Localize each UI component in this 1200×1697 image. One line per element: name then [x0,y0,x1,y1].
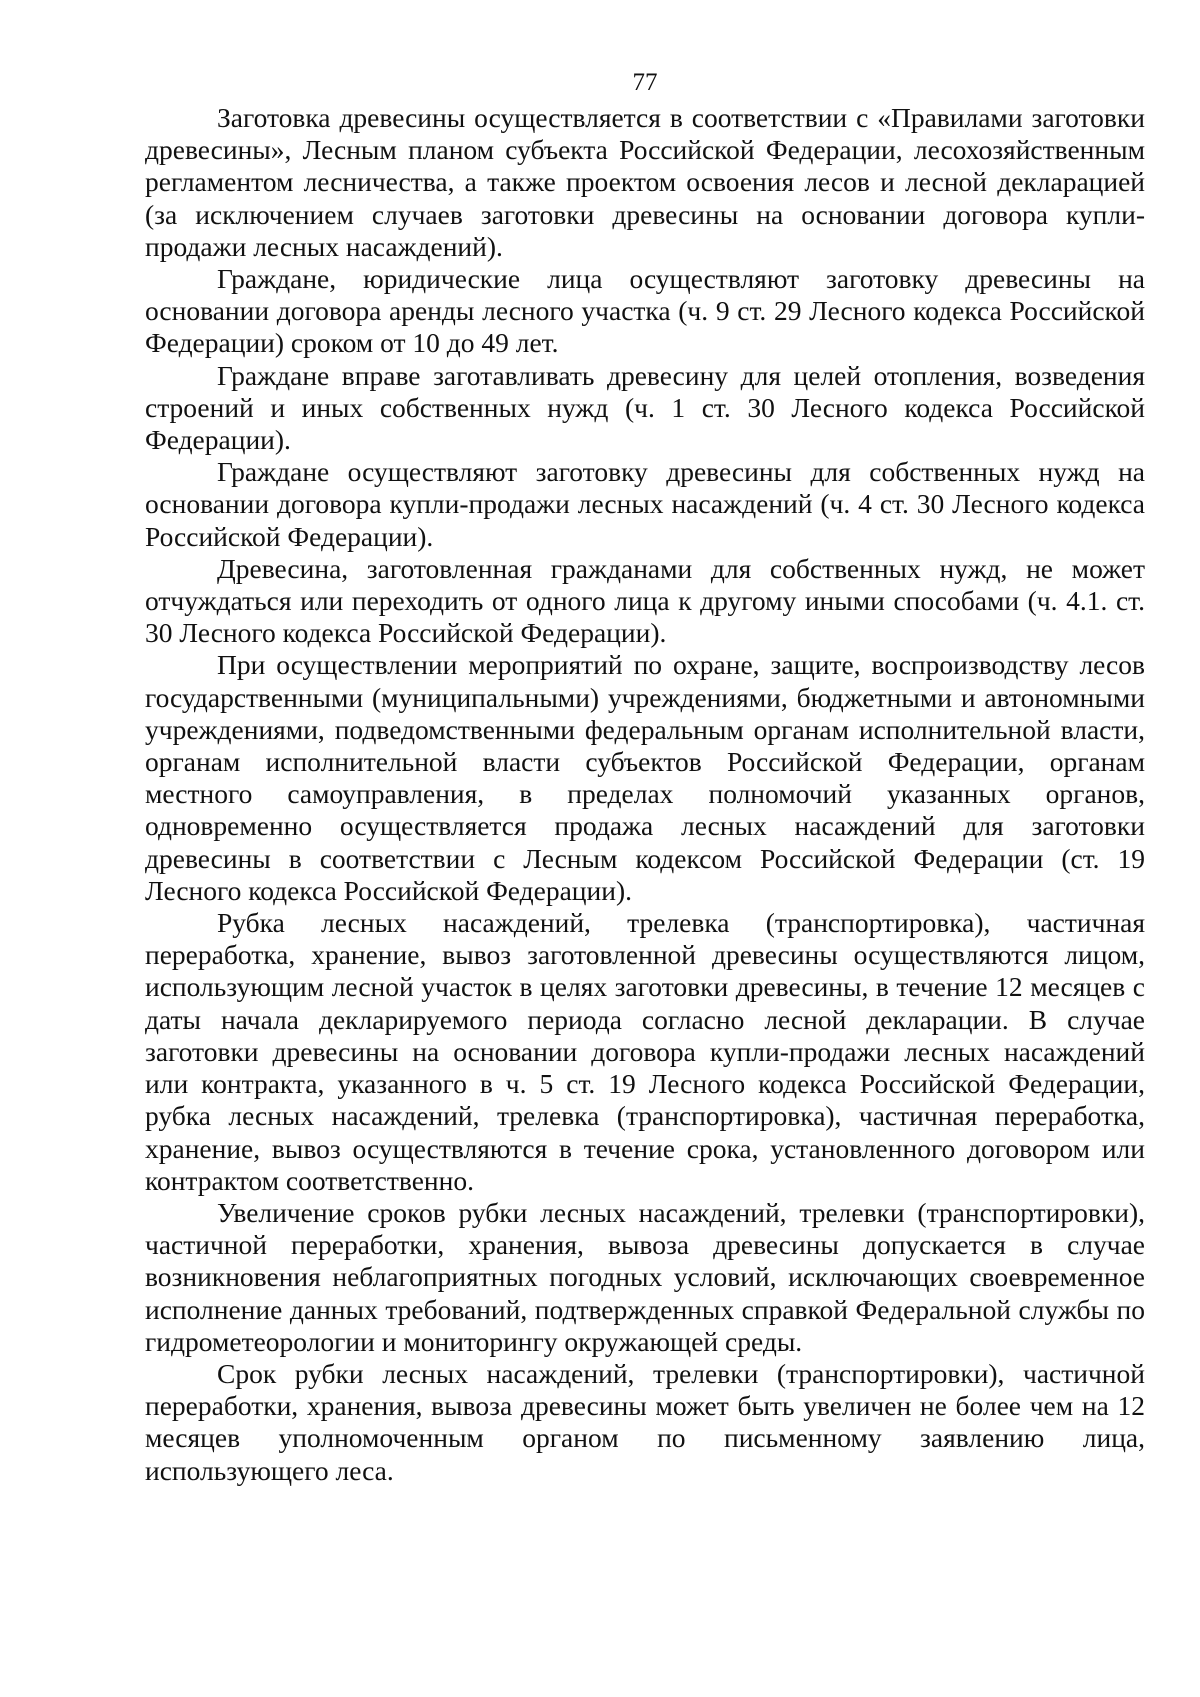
paragraph-own-needs-contract: Граждане осуществляют заготовку древесины для собственных нужд на основании договора купли-продажи лесных насаждений (ч. 4 ст. 30 Лесного кодекса Российской Федерации). [145,456,1145,552]
paragraph-felling-period: Рубка лесных насаждений, трелевка (транспортировка), частичная переработка, хранение, вывоз заготовленной древесины осуществляются лицом, использующим лесной участок в целях заготовки древесины, в течение 12 месяцев с даты начала декларируемого периода согласно лесной декларации. В случае заготовки древесины на основании договора купли-продажи лесных насаждений или контракта, указанного в ч. 5 ст. 19 Лесного кодекса Российской Федерации, рубка лесных насаждений, трелевка (транспортировка), частичная переработка, хранение, вывоз осуществляются в течение срока, установленного договором или контрактом соответственно. [145,907,1145,1196]
document-page [145,68,1145,1487]
paragraph-timber-harvesting-rules: Заготовка древесины осуществляется в соответствии с «Правилами заготовки древесины», Лесным планом субъекта Российской Федерации, лесохозяйственным регламентом лесничества, а также проектом освоения лесов и лесной декларацией (за исключением случаев заготовки древесины на основании договора купли-продажи лесных насаждений). [145,102,1145,262]
paragraph-term-extension-conditions: Увеличение сроков рубки лесных насаждений, трелевки (транспортировки), частичной переработки, хранения, вывоза древесины допускается в случае возникновения неблагоприятных погодных условий, исключающих своевременное исполнение данных требований, подтвержденных справкой Федеральной службы по гидрометеорологии и мониторингу окружающей среды. [145,1196,1145,1357]
paragraph-term-extension-limit: Срок рубки лесных насаждений, трелевки (транспортировки), частичной переработки, хранения, вывоза древесины может быть увеличен не более чем на 12 месяцев уполномоченным органом по письменному заявлению лица, использующего леса. [145,1357,1145,1486]
page-number: 77 [632,69,658,96]
paragraph-alienation-ban: Древесина, заготовленная гражданами для собственных нужд, не может отчуждаться или переходить от одного лица к другому иными способами (ч. 4.1. ст. 30 Лесного кодекса Российской Федерации). [145,552,1145,649]
paragraph-institutions-sale: При осуществлении мероприятий по охране, защите, воспроизводству лесов государственными (муниципальными) учреждениями, бюджетными и автономными учреждениями, подведомственными федеральным органам исполнительной власти, органам исполнительной власти субъектов Российской Федерации, органам местного самоуправления, в пределах полномочий указанных органов, одновременно осуществляется продажа лесных насаждений для заготовки древесины в соответствии с Лесным кодексом Российской Федерации (ст. 19 Лесного кодекса Российской Федерации). [145,649,1145,906]
paragraph-lease-agreement: Граждане, юридические лица осуществляют заготовку древесины на основании договора аренды лесного участка (ч. 9 ст. 29 Лесного кодекса Российской Федерации) сроком от 10 до 49 лет. [145,263,1145,359]
paragraph-own-needs-right: Граждане вправе заготавливать древесину для целей отопления, возведения строений и иных собственных нужд (ч. 1 ст. 30 Лесного кодекса Российской Федерации). [145,359,1145,456]
